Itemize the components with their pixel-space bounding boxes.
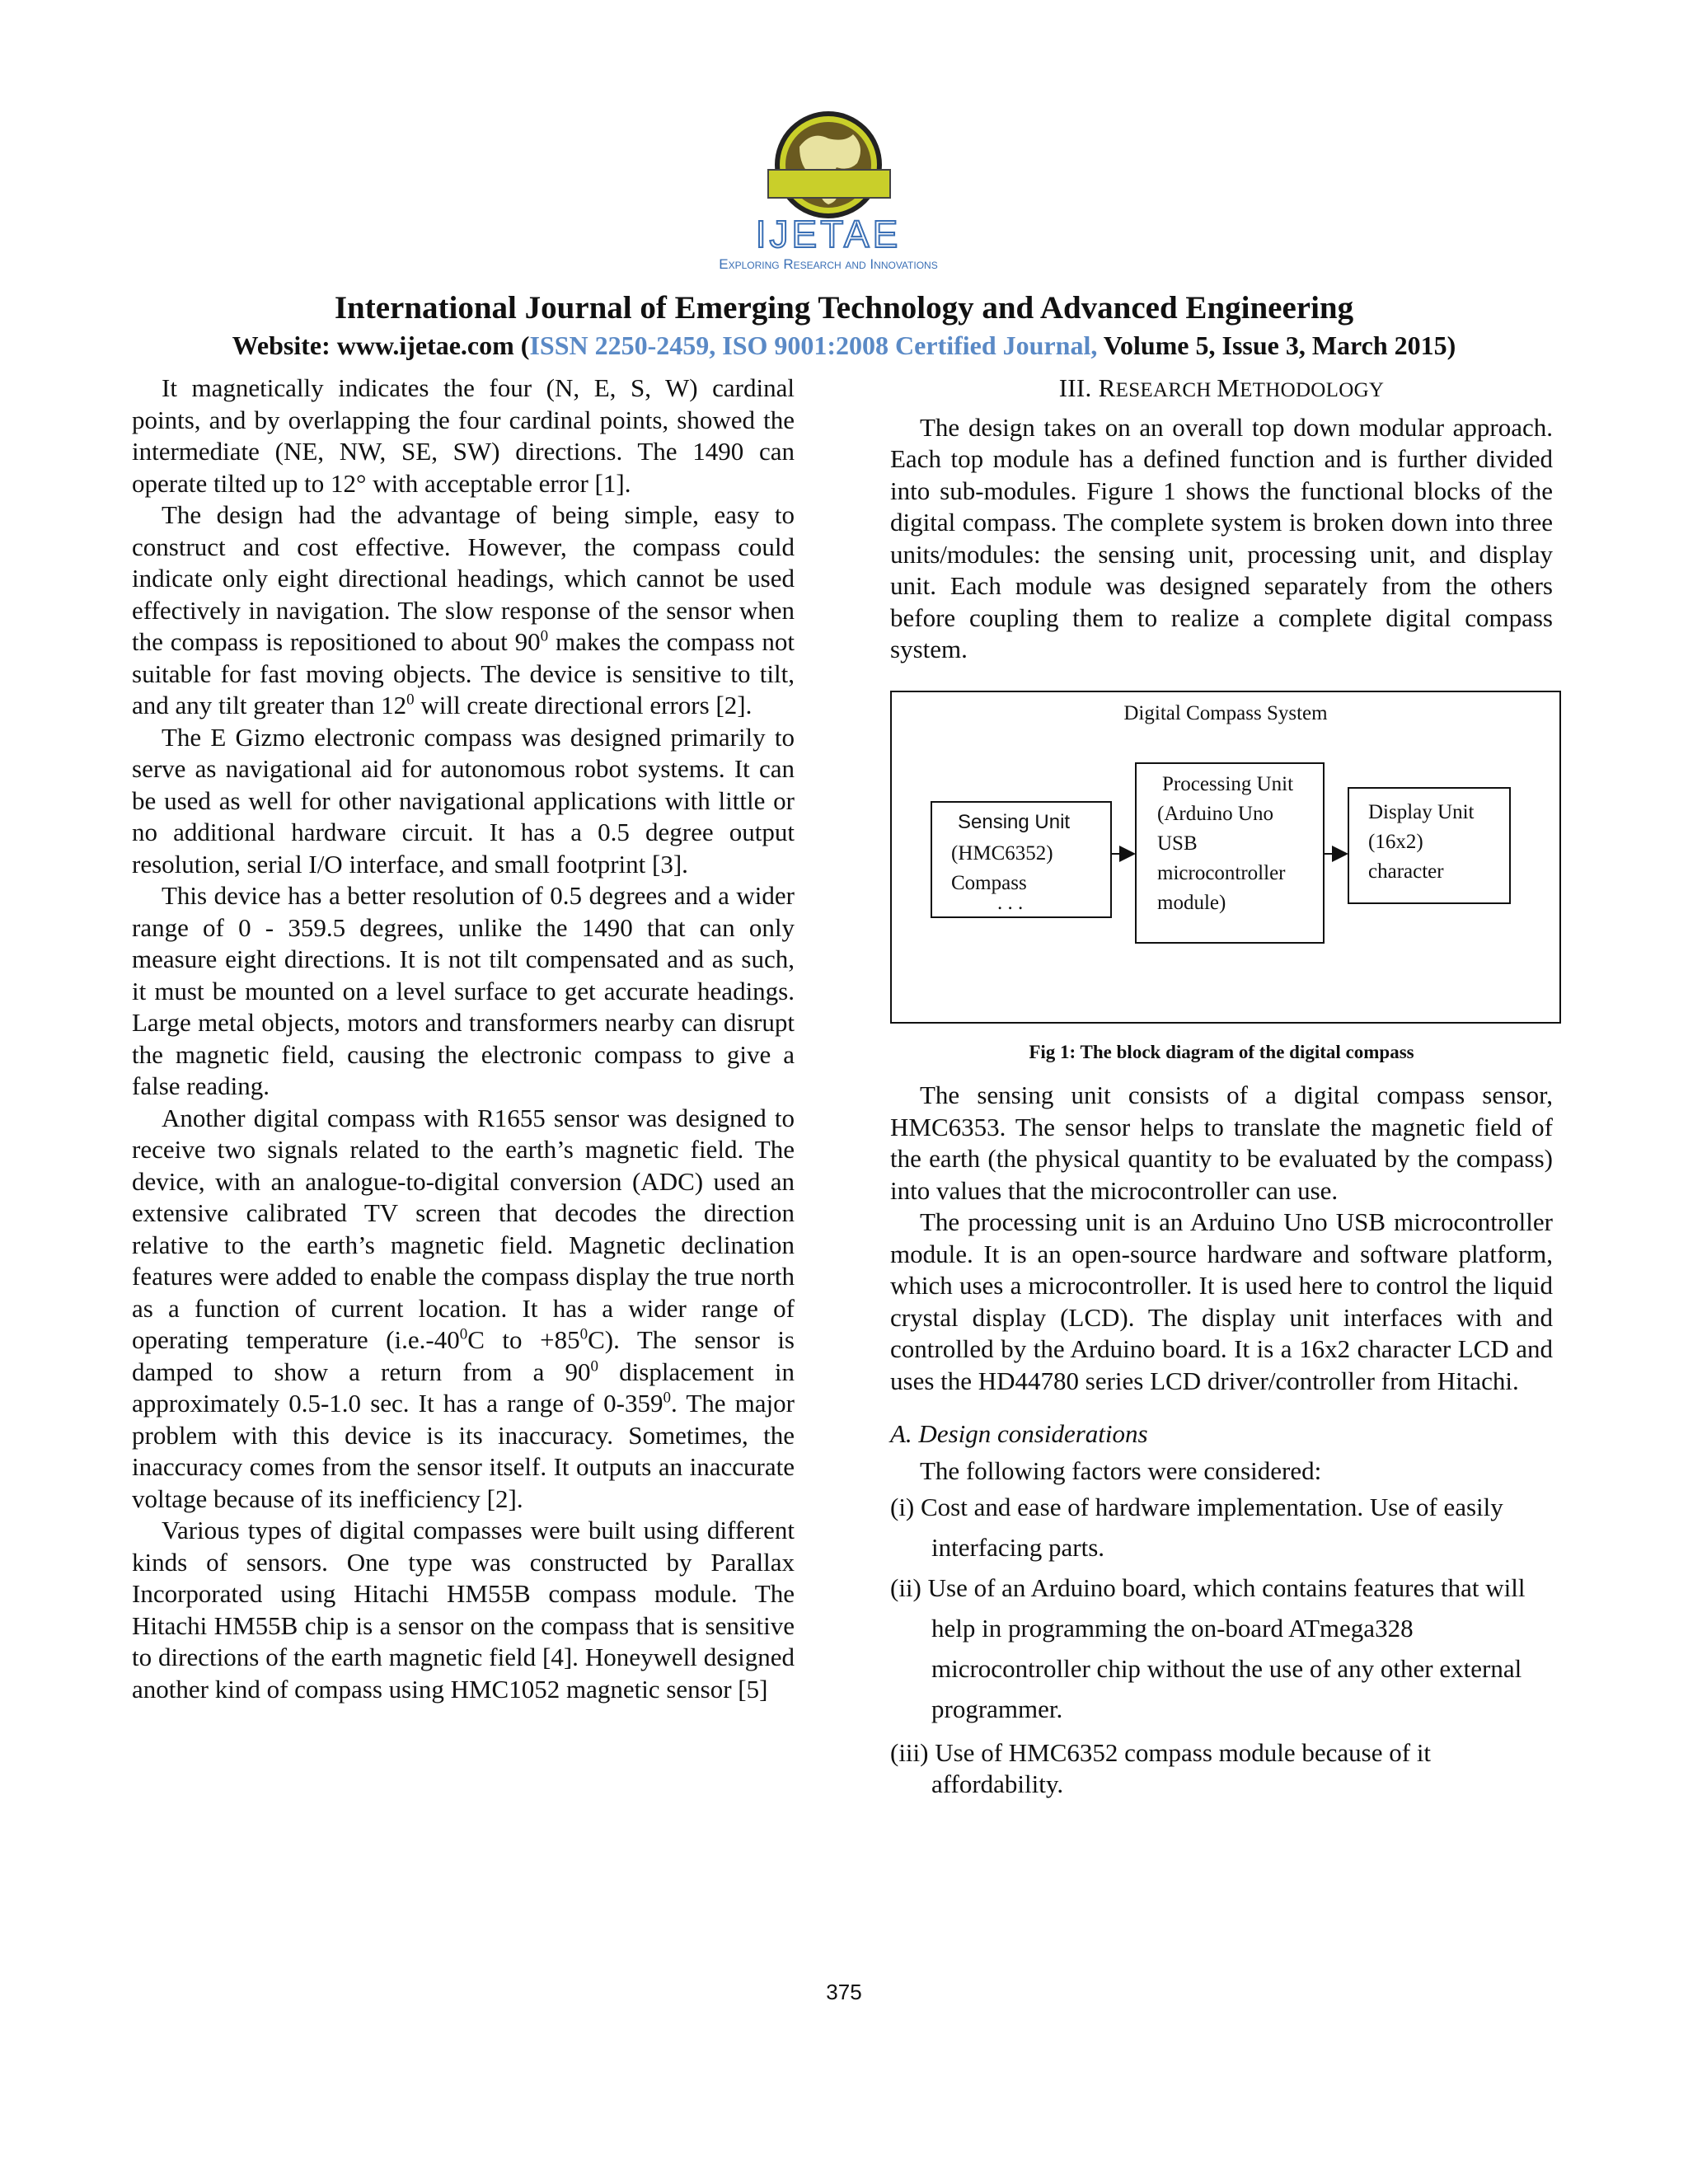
sensing-unit-dots: . . . bbox=[997, 891, 1024, 914]
processing-unit-label: microcontroller bbox=[1157, 861, 1286, 884]
processing-unit-label: Processing Unit bbox=[1162, 772, 1294, 795]
paragraph: The E Gizmo electronic compass was designed primarily to serve as navigational aid for autonomous robot systems. It can be used as well for other navigational applications with little or no additional hardware circuit. It has a 0.5 degree output resolution, serial I/O interface, and small footprint [3]. bbox=[132, 722, 795, 879]
display-unit-label: character bbox=[1368, 860, 1444, 883]
processing-unit-label: module) bbox=[1157, 891, 1226, 914]
logo-text: IJETAE bbox=[755, 213, 902, 255]
section-heading: III. RESEARCH METHODOLOGY bbox=[1058, 373, 1385, 402]
display-unit-label: Display Unit bbox=[1368, 800, 1475, 823]
list-item: (iii) Use of HMC6352 compass module because of it affordability. bbox=[890, 1738, 1432, 1798]
paragraph: The processing unit is an Arduino Uno USB microcontroller module. It is an open-source hardware and software platform, which uses a microcontroller. It is used here to control the liquid crystal display (LCD). The display unit interfaces with and controlled by the Arduino board. It is a 16x2 character LCD and uses the HD44780 series LCD driver/controller from Hitachi. bbox=[890, 1207, 1553, 1395]
processing-unit-label: (Arduino Uno bbox=[1157, 802, 1273, 825]
paragraph: The design takes on an overall top down modular approach. Each top module has a defined function and is further divided into sub-modules. Figure 1 shows the functional blocks of the digital compass. The complete system is broken down into three units/modules: the sensing unit, processing unit, and display unit. Each module was designed separately from the others before coupling them to realize a complete digital compass system. bbox=[890, 412, 1553, 663]
website-text: Website: www.ijetae.com ( bbox=[232, 330, 530, 360]
sensing-unit-label: Sensing Unit bbox=[958, 810, 1071, 833]
volume-text: Volume 5, Issue 3, March 2015) bbox=[1097, 330, 1456, 360]
diagram-title: Digital Compass System bbox=[1123, 701, 1328, 724]
block-diagram bbox=[890, 691, 1561, 1024]
left-column bbox=[132, 373, 795, 1705]
paragraph: The design had the advantage of being simple, easy to construct and cost effective. However, the compass could indicate only eight directional headings, which cannot be used effectively in navigation. The slow response of the sensor when the compass is repositioned to about $90^0$ makes the compass not suitable for fast moving objects. The device is sensitive to tilt, and any tilt greater than $12^0$ will create directional errors [2]. bbox=[132, 500, 795, 719]
paragraph: The following factors were considered: bbox=[920, 1455, 1322, 1485]
subsection-heading: A. Design considerations bbox=[890, 1419, 1148, 1448]
paragraph: Various types of digital compasses were built using different kinds of sensors. One type was constructed by Parallax Incorporated using Hitachi HM55B compass module. The Hitachi HM55B chip is a sensor on the compass that is sensitive to directions of the earth magnetic field [4]. Honeywell designed another kind of compass using HMC1052 magnetic sensor [5] bbox=[132, 1516, 795, 1704]
journal-website-line bbox=[0, 328, 1688, 363]
figure-caption: Fig 1: The block diagram of the digital compass bbox=[1029, 1041, 1414, 1062]
journal-title: International Journal of Emerging Technology and Advanced Engineering bbox=[334, 290, 1354, 326]
paragraph: This device has a better resolution of 0.5 degrees and a wider range of 0 - 359.5 degrees, unlike the 1490 that can only measure eight directions. It is not tilt compensated and as such, it must be mounted on a level surface to get accurate headings. Large metal objects, motors and transformers nearby can disrupt the magnetic field, causing the electronic compass to give a false reading. bbox=[132, 881, 795, 1100]
paragraph: Another digital compass with R1655 sensor was designed to receive two signals related to the earth’s magnetic field. The device, with an analogue-to-digital conversion (ADC) used an extensive calibrated TV screen that decodes the direction relative to the earth’s magnetic field. Magnetic declination features were added to enable the compass display the true north as a function of current location. It has a wider range of operating temperature ($i.e.-40^0C$ to $+85^0C$). The sensor is damped to show a return from a $90^0$ displacement in approximately 0.5-1.0 sec. It has a range of $0-359^0$. The major problem with this device is its inaccuracy. Sometimes, the inaccuracy comes from the sensor itself. It outputs an inaccurate voltage because of its inefficiency [2]. bbox=[132, 1103, 795, 1513]
processing-unit-label: USB bbox=[1157, 832, 1198, 855]
display-unit-label: (16x2) bbox=[1368, 830, 1423, 853]
page-number: 375 bbox=[826, 1980, 862, 2004]
sensing-unit-label: (HMC6352) bbox=[951, 841, 1053, 865]
list-item: (i) Cost and ease of hardware implementation. Use of easily interfacing parts. bbox=[890, 1493, 1503, 1562]
sensing-unit-label: Compass bbox=[951, 871, 1027, 894]
paragraph: The sensing unit consists of a digital compass sensor, HMC6353. The sensor helps to translate the magnetic field of the earth (the physical quantity to be evaluated by the compass) into values that the microcontroller can use. bbox=[890, 1080, 1553, 1205]
right-column bbox=[890, 373, 1553, 1800]
journal-logo bbox=[676, 105, 1022, 274]
logo-tagline: Exploring Research and Innovations bbox=[719, 256, 938, 272]
issn-text: ISSN 2250-2459, ISO 9001:2008 Certified Journal, bbox=[529, 330, 1098, 360]
list-item: (ii) Use of an Arduino board, which contains features that will help in programming the on-board ATmega328 microcontroller chip without the use of any other external programmer. bbox=[890, 1573, 1526, 1723]
paragraph: It magnetically indicates the four (N, E, S, W) cardinal points, and by overlapping the four cardinal points, showed the intermediate (NE, NW, SE, SW) directions. The 1490 can operate tilted up to 12° with acceptable error [1]. bbox=[132, 373, 795, 498]
